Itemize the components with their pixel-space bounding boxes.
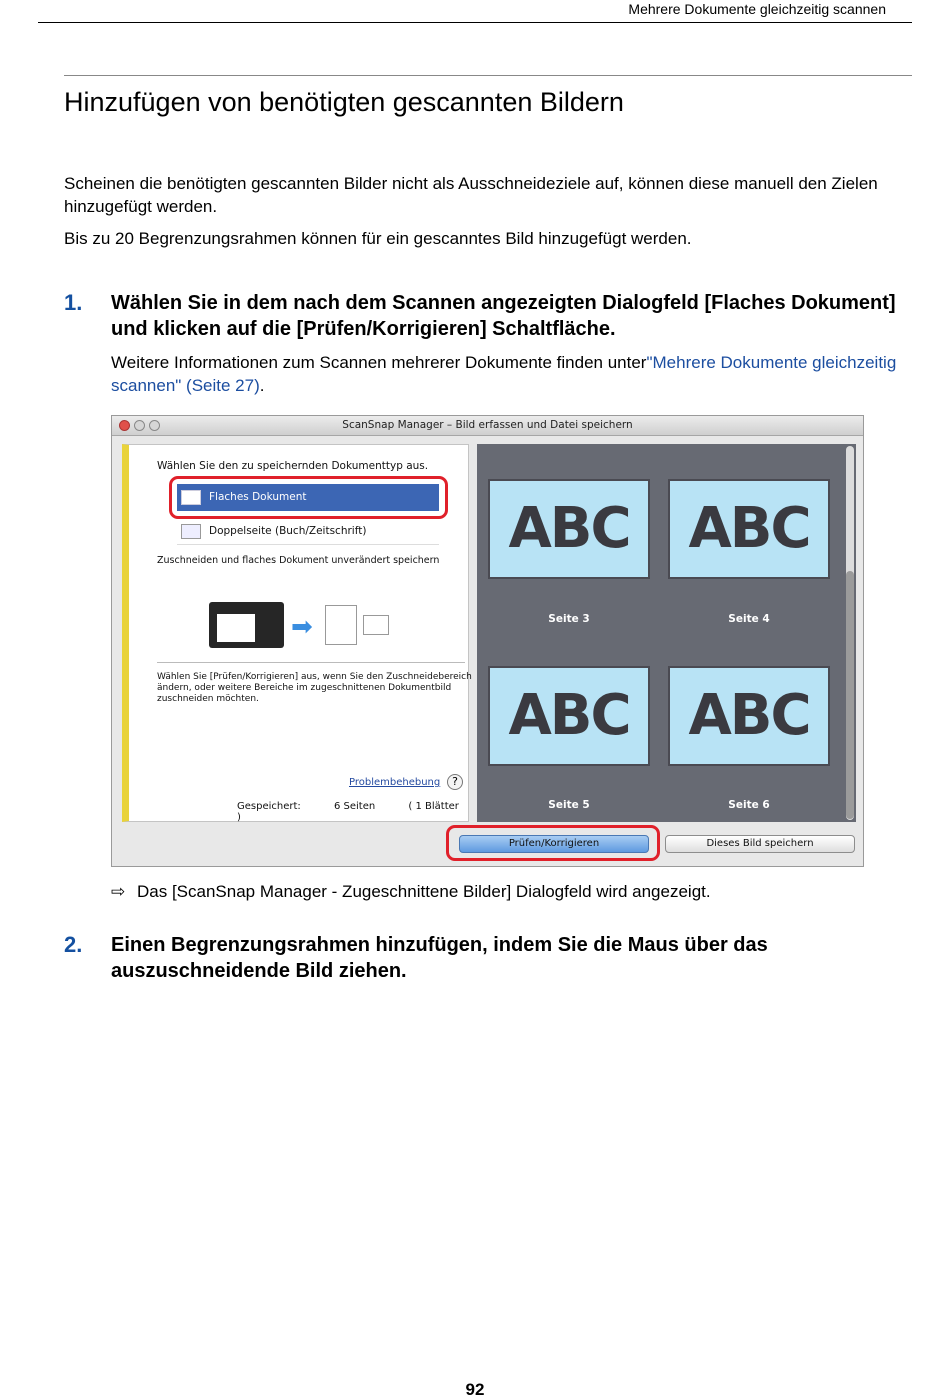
saved-label: Gespeichert:	[237, 801, 301, 812]
thumbnail-page-4[interactable]: ABC	[668, 479, 830, 579]
scansnap-window	[111, 415, 864, 867]
step-1-number: 1.	[64, 290, 83, 315]
result-arrow-icon: ⇨	[111, 882, 126, 901]
panel-divider	[157, 662, 465, 663]
thumbnail-label: Seite 5	[548, 799, 590, 811]
highlight-check-correct	[446, 825, 660, 861]
title-rule	[64, 75, 912, 76]
thumbnail-scrollbar-thumb[interactable]	[846, 571, 854, 819]
save-image-button[interactable]: Dieses Bild speichern	[665, 835, 855, 853]
option-double-page-label: Doppelseite (Buch/Zeitschrift)	[209, 525, 367, 537]
saved-status	[237, 801, 468, 823]
saved-sheets: ( 1 Blätter )	[237, 801, 459, 823]
document-type-panel	[122, 444, 472, 823]
check-correct-button[interactable]: Prüfen/Korrigieren	[459, 835, 649, 853]
arrow-right-icon: ➡	[291, 612, 313, 642]
check-correct-description: Wählen Sie [Prüfen/Korrigieren] aus, wenn Sie den Zuschneidebereich ändern, oder weitere Bereiche im zugeschnittenen Dokumentbild zuschneiden möchten.	[157, 672, 472, 704]
header-rule	[38, 22, 912, 23]
thumbnail-label: Seite 4	[728, 613, 770, 625]
window-titlebar	[112, 416, 863, 436]
thumbnail-page-5[interactable]: ABC	[488, 666, 650, 766]
step-1-result	[111, 880, 711, 904]
card-icon	[363, 615, 389, 635]
document-type-prompt: Wählen Sie den zu speichernden Dokumenttyp aus.	[157, 460, 429, 472]
window-title: ScanSnap Manager – Bild erfassen und Datei speichern	[342, 419, 633, 431]
thumbnail-label: Seite 3	[548, 613, 590, 625]
intro-paragraph-2: Bis zu 20 Begrenzungsrahmen können für ein gescanntes Bild hinzugefügt werden.	[64, 229, 692, 248]
document-icon	[325, 605, 357, 645]
step-2-text: Einen Begrenzungsrahmen hinzufügen, indem Sie die Maus über das auszuschneidende Bild ziehen.	[111, 934, 768, 982]
step-1-reference-prefix: Weitere Informationen zum Scannen mehrerer Dokumente finden unter	[111, 353, 647, 372]
option-double-page[interactable]	[177, 518, 439, 545]
thumbnail-panel	[477, 444, 856, 822]
page-title: Hinzufügen von benötigten gescannten Bildern	[64, 87, 624, 117]
thumbnail-page-6[interactable]: ABC	[668, 666, 830, 766]
step-1-text: Wählen Sie in dem nach dem Scannen angezeigten Dialogfeld [Flaches Dokument] und klicken auf die [Prüfen/Korrigieren] Schaltfläche.	[111, 292, 896, 340]
step-1-reference	[111, 351, 911, 397]
running-header: Mehrere Dokumente gleichzeitig scannen	[628, 1, 886, 17]
option-flat-document-label: Flaches Dokument	[209, 491, 307, 503]
help-icon[interactable]: ?	[447, 774, 463, 790]
double-page-icon	[181, 524, 201, 539]
saved-pages: 6 Seiten	[333, 801, 376, 812]
step-1-reference-suffix: .	[259, 376, 265, 395]
page-number: 92	[465, 1380, 485, 1399]
thumbnail-label: Seite 6	[728, 799, 770, 811]
scanner-icon	[209, 602, 284, 648]
step-1-reference-link[interactable]: "Mehrere Dokumente gleichzeitig scannen" (Seite 27)	[111, 353, 897, 395]
intro-paragraph-1: Scheinen die benötigten gescannten Bilder nicht als Ausschneideziele auf, können diese manuell den Zielen hinzugefügt werden.	[64, 174, 878, 216]
thumbnail-page-3[interactable]: ABC	[488, 479, 650, 579]
highlight-flat-document	[169, 476, 448, 519]
troubleshooting-link[interactable]: Problembehebung	[349, 777, 441, 788]
step-2-number: 2.	[64, 932, 83, 957]
flat-document-note: Zuschneiden und flaches Dokument unverändert speichern	[157, 555, 440, 566]
result-text: Das [ScanSnap Manager - Zugeschnittene Bilder] Dialogfeld wird angezeigt.	[137, 882, 711, 901]
